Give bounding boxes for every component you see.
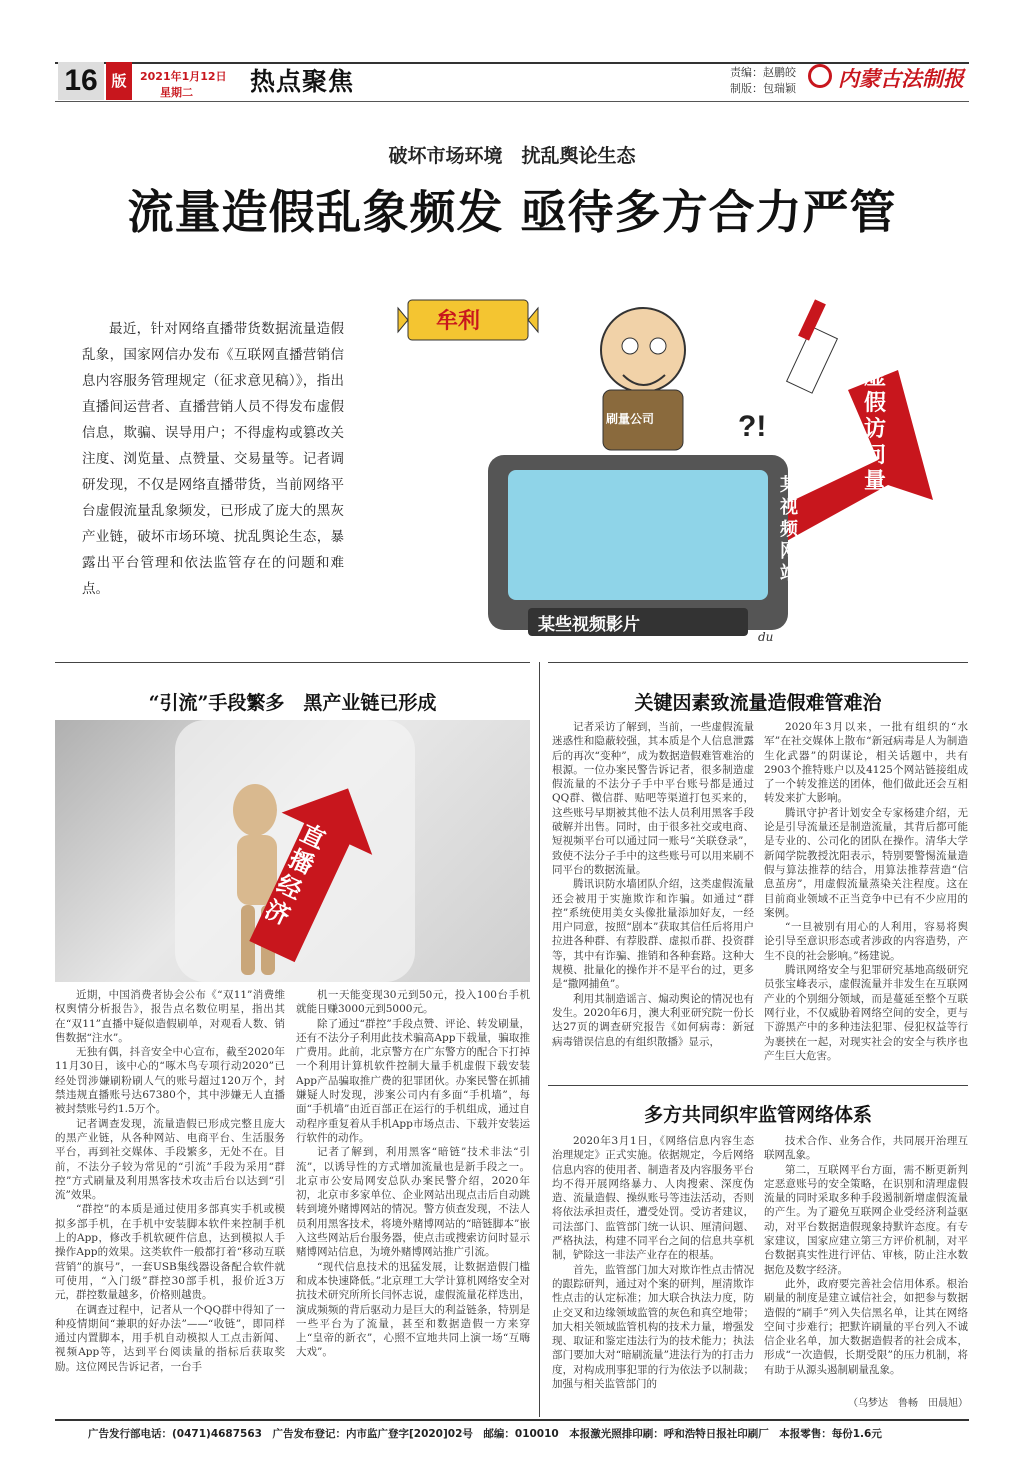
article-paragraph: 技术合作、业务合作，共同展开治理互联网乱象。 (764, 1135, 968, 1162)
article-paragraph: 2020年3月1日，《网络信息内容生态治理规定》正式实施。依据规定，今后网络信息内容的使用者、制造者及内容服务平台均不得开展网络暴力、人肉搜索、深度伪造、流量造假、操纵账号等违法活动，否则将依法承担责任，遭受处罚。受访者建议，司法部门、监管部门统一认识、厘清问题、严格执法，构建不同平台之间的信息共享机制，铲除这一非法产业存在的根基。 (552, 1135, 754, 1262)
section3-rule-top (548, 1085, 968, 1086)
section1-rule-top (55, 662, 530, 663)
article-paragraph: 无独有偶，抖音安全中心宣布，截至2020年11月30日，该中心的“啄木鸟专项行动2020”已经处罚涉嫌刷粉刷人气的账号超过120万个，封禁违规直播账号达67380个，其中涉嫌无人直播被封禁账号约1.5万个。 (55, 1046, 285, 1116)
article-paragraph: 在调查过程中，记者从一个QQ群中得知了一种疫情期间“兼职的好办法”——“收链”，即同样通过内置脚本，用手机自动模拟人工点击新闻、视频App等，达到平台阅读量的指标后获取奖励。这位网民告诉记者，一台手 (55, 1303, 285, 1373)
footer-rule (55, 1419, 969, 1421)
issue-weekday: 星期二 (160, 86, 193, 99)
section3-col1 (552, 1134, 754, 1391)
article-paragraph: 腾讯守护者计划安全专家杨建介绍，无论是引导流量还是制造流量，其背后都可能是专业的、公司化的团队在操作。清华大学新闻学院教授沈阳表示，特别要警惕流量造假与算法推荐的结合，用算法推荐营造“信息茧房”，用虚假流量蒸染关注程度。这在目前商业领域不正当竞争中已有不少应用的案例。 (764, 806, 968, 919)
article-paragraph: 机一天能变现30元到50元，投入100台手机就能日赚3000元到5000元。 (296, 989, 530, 1016)
article-paragraph: 首先，监管部门加大对欺诈性点击情况的跟踪研判，通过对个案的研判，厘清欺诈性点击的认定标准；加大联合执法力度，防止交叉和边缘领域监管的灰色和真空地带；加大相关领域监管机构的技术力量，增强发现、取证和鉴定违法行为的技术能力；执法部门要加大对“暗刷流量”进法行为的打击力度，对构成刑事犯罪的行为依法予以制裁；加强与相关监管部门的 (552, 1263, 754, 1391)
cartoon-brush (787, 327, 838, 393)
article-paragraph: 2020年3月以来，一批有组织的“水军”在社交媒体上散布“新冠病毒是人为制造生化武器”的阴谋论，相关话题中，共有2903个推特账户以及4125个网站链接组成了一个转发推送的团体，他们做此还会互相转发来扩大影响。 (764, 721, 968, 805)
header-bottom-rule (55, 101, 969, 102)
article-paragraph: 除了通过“群控”手段点赞、评论、转发刷量，还有不法分子利用此技术骗高App下载量，骗取推广费用。此前，北京警方在广东警方的配合下打掉一个利用计算机软件控制大量手机虚假下载安装App产品骗取推广费的犯罪团伙。办案民警在抓捕嫌疑人时发现，涉案公司内有多面“手机墙”，每面“手机墙”由近百部正在运行的手机组成，通过自动程序重复着从手机App市场点击、下载并安装运行软件的动作。 (296, 1017, 530, 1144)
article-paragraph: 腾讯网络安全与犯罪研究基地高级研究员张宝峰表示，虚假流量并非发生在互联网产业的个别细分领域，而是蔓延至整个互联网行业，不仅威胁着网络空间的安全，更与下游黑产中的多种违法犯罪、侵犯权益等行为裹挟在一起，对现实社会的安全与秩序也产生巨大危害。 (764, 964, 968, 1062)
section3-col2 (764, 1134, 968, 1377)
article-paragraph: 腾讯识防水墙团队介绍，这类虚假流量还会被用于实施欺诈和诈骗。如通过“群控”系统使用美女头像批量添加好友，一经用户同意，按照“剧本”获取其信任后将用户拉进各种群、有荐股群、虚拟币群、投资群等，其中有诈骗、推销和各种套路。这种大规模、批量化的操作并不是平台的过，更多是“撒网捕鱼”。 (552, 878, 754, 991)
article-paragraph: 记者采访了解到，当前，一些虚假流量迷惑性和隐蔽较强，其本质是个人信息泄露后的再次“变种”，成为数据造假难管难治的根源。一位办案民警告诉记者，很多制造虚假流量的不法分子手中平台账号都是通过QQ群、微信群、贴吧等渠道打包买来的，这些账号早期被其他不法人员利用黑客手段破解并出售。同时，由于很多社交或电商、短视频平台可以通过同一账号“关联登录”，致使不法分子手中的这些账号可以用来刷不同平台的数据流量。 (552, 721, 754, 876)
cartoon-marks: ?! (738, 410, 767, 443)
article-paragraph: “群控”的本质是通过使用多部真实手机或模拟多部手机，在手机中安装脚本软件来控制手机上的App，修改手机软硬件信息，达到模拟人手操作App的效果。这类软件一般都打着“移动互联营销”的旗号”，一套USB集线器设备配合软件就可使用，“入门级”群控30部手机，报价近3万元，群控数量越多，价格则越贵。 (55, 1203, 285, 1302)
editor-credit: 责编：赵鹏皎 (730, 66, 796, 79)
section1-col2 (296, 988, 530, 1360)
article-paragraph: 利用其制造谣言、煽动舆论的情况也有发生。2020年6月，澳大利亚研究院一份长达27页的调查研究报告《如何病毒：新冠病毒错误信息的有组织散播》显示， (552, 992, 754, 1048)
section2-title: 关键因素致流量造假难管难治 (634, 692, 882, 714)
section2-col1 (552, 720, 754, 1049)
issue-date: 2021年1月12日 (140, 70, 227, 83)
section2-rule-top (548, 662, 968, 663)
section3-byline: （乌梦达 鲁畅 田晨旭） (848, 1398, 968, 1409)
article-paragraph: 近期，中国消费者协会公布《“双11”消费维权舆情分析报告》，报告点名数位明星，指出其在“双11”直播中疑似造假刷单，对观看人数、销售数据“注水”。 (55, 989, 285, 1044)
section-name: 热点聚焦 (250, 67, 355, 96)
cartoon-head (601, 308, 685, 392)
headline-title: 流量造假乱象频发 亟待多方合力严管 (127, 185, 897, 239)
cartoon-signature: du (758, 630, 774, 644)
page-number: 16 (58, 62, 104, 100)
header-top-rule (55, 62, 969, 64)
headline-kicker: 破坏市场环境 扰乱舆论生态 (388, 145, 636, 167)
section2-col2 (764, 720, 968, 1063)
article-paragraph: 记者了解到，利用黑客“暗链”技术非法“引流”，以诱导性的方式增加流量也是新手段之一。北京市公安局网安总队办案民警介绍，2020年初，北京市多家单位、企业网站出现点击后自动跳转到境外赌博网站的情况。警方侦查发现，不法人员利用黑客技术，将境外赌博网站的“暗链脚本”嵌入这些网站后台服务器，使点击或搜索访问时显示赌博网站信息，为境外赌博网站推广引流。 (296, 1146, 530, 1259)
section1-title: “引流”手段繁多 黑产业链已形成 (148, 692, 437, 714)
section3-title: 多方共同织牢监管网络体系 (643, 1104, 872, 1126)
lead-paragraph: 最近，针对网络直播带货数据流量造假乱象，国家网信办发布《互联网直播营销信息内容服务管理规定（征求意见稿）》，指出直播间运营者、直播营销人员不得发布虚假信息，欺骗、误导用户；不得虚构或篡改关注度、浏览量、点赞量、交易量等。记者调研发现，不仅是网络直播带货，当前网络平台虚假流量乱象频发，已形成了庞大的黑灰产业链，破坏市场环境、扰乱舆论生态，暴露出平台管理和依法监管存在的问题和难点。 (82, 321, 344, 597)
article-paragraph: 记者调查发现，流量造假已形成完整且庞大的黑产业链，从各种网站、电商平台、生活服务平台，再到社交媒体、手段繁多，无处不在。目前，不法分子较为常见的“引流”手段为采用“群控”方式刷量及利用黑客技术攻击后台以达到“引流”效果。 (55, 1117, 285, 1202)
page-label: 版 (106, 62, 132, 100)
cartoon-screen-bottom: 某些视频影片 (538, 615, 640, 635)
article-paragraph: “一旦被别有用心的人利用，容易将舆论引导至意识形态或者涉政的内容造势，产生不良的社会影响。”杨建说。 (764, 921, 968, 962)
cartoon-screen (508, 470, 768, 600)
footer-info: 广告发行部电话：(0471)4687563 广告发布登记：内市监广登字[2020]02号 邮编：010010 本报激光照排印刷：呼和浩特日报社印刷厂 本报零售：每份1.6元 (88, 1428, 882, 1440)
article-paragraph: 第二，互联网平台方面，需不断更新判定恶意账号的安全策略，在识别和清理虚假流量的同时采取多种手段遏制新增虚假流量的产生。为了避免互联网企业受经济利益驱动，对平台数据造假现象持默许态度。有专家建议，国家应建立第三方评价机制，对平台数据真实性进行评估、审核，防止注水数据危及数字经济。 (764, 1163, 968, 1276)
producer-credit: 制版：包瑞颖 (730, 82, 796, 95)
column-divider (539, 662, 540, 1417)
cartoon-banner-text: 牟利 (436, 309, 481, 334)
cartoon-company-label: 刷量公司 (606, 412, 655, 426)
section1-col1 (55, 988, 285, 1374)
masthead-logo-icon (808, 64, 832, 88)
article-paragraph: 此外，政府要完善社会信用体系。根治刷量的制度是建立诚信社会，如把参与数据造假的“刷手”列入失信黑名单，让其在网络空间寸步难行；把默许刷量的平台列入不诚信企业名单，加大数据造假者的社会成本，形成“一次造假，长期受限”的压力机制，将有助于从源头遏制刷量乱象。 (764, 1277, 968, 1376)
photo-arrow-text: 直播经济 (260, 818, 330, 931)
cartoon-illustration (378, 270, 978, 650)
section1-photo (55, 720, 530, 982)
cartoon-screen-side: 某视频网站 (780, 475, 798, 584)
cartoon-arrow-text: 虚假访问量 (864, 365, 887, 494)
article-paragraph: “现代信息技术的迅猛发展，让数据造假门槛和成本快速降低。”北京理工大学计算机网络安全对抗技术研究所所长闫怀志说，虚假流量花样迭出，演成频频的背后驱动力是巨大的利益链条，特别是一些平台为了流量，甚至和数据造假一方来穿上“皇帝的新衣”，心照不宣地共同上演一场“互嗨大戏”。 (296, 1260, 530, 1359)
masthead: 内蒙古法制报 (838, 66, 964, 91)
